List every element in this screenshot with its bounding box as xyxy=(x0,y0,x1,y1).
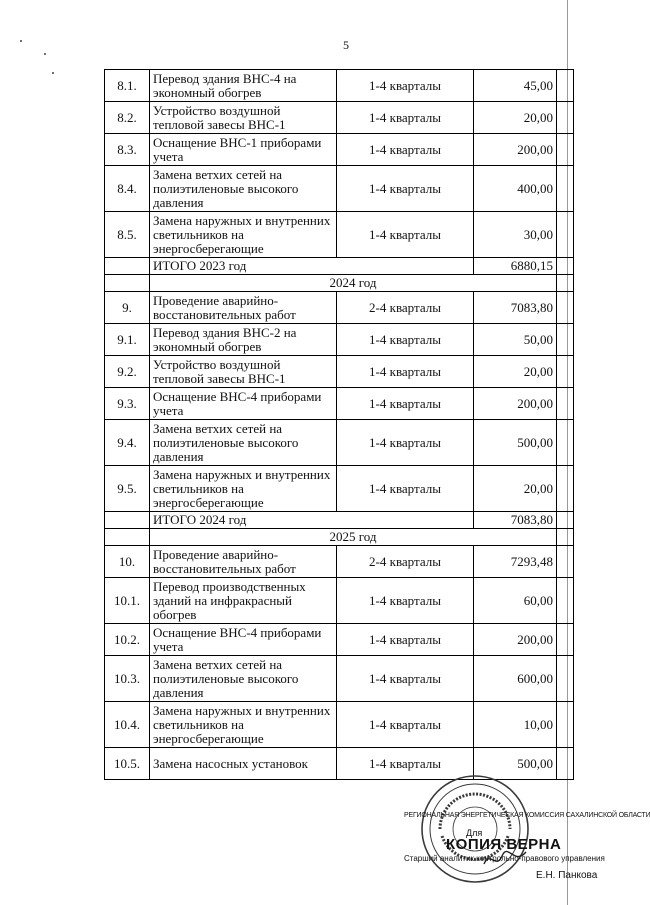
empty-cell xyxy=(105,275,150,292)
table-row xyxy=(105,70,574,102)
empty-cell xyxy=(557,388,574,420)
table-row xyxy=(105,166,574,212)
table-row xyxy=(105,702,574,748)
item-number: 8.3. xyxy=(105,134,150,166)
item-period: 1-4 кварталы xyxy=(337,466,474,512)
item-amount: 20,00 xyxy=(474,466,557,512)
item-number: 9.4. xyxy=(105,420,150,466)
table-row xyxy=(105,134,574,166)
empty-cell xyxy=(557,420,574,466)
table-row xyxy=(105,292,574,324)
empty-cell xyxy=(105,512,150,529)
item-name: Перевод здания ВНС-2 на экономный обогрев xyxy=(150,324,337,356)
total-amount: 6880,15 xyxy=(474,258,557,275)
stamp-organization: РЕГИОНАЛЬНАЯ ЭНЕРГЕТИЧЕСКАЯ КОМИССИЯ САХАЛИНСКОЙ ОБЛАСТИ xyxy=(404,812,650,819)
table-row xyxy=(105,578,574,624)
table-row xyxy=(105,546,574,578)
total-label: ИТОГО 2024 год xyxy=(150,512,474,529)
empty-cell xyxy=(557,324,574,356)
item-name: Оснащение ВНС-4 приборами учета xyxy=(150,624,337,656)
stamp-position: Старший аналитик контрольно-правового управления xyxy=(404,854,605,863)
table-row xyxy=(105,656,574,702)
item-amount: 60,00 xyxy=(474,578,557,624)
empty-cell xyxy=(557,624,574,656)
item-name: Замена ветхих сетей на полиэтиленовые высокого давления xyxy=(150,656,337,702)
item-number: 9.1. xyxy=(105,324,150,356)
item-period: 1-4 кварталы xyxy=(337,388,474,420)
empty-cell xyxy=(557,656,574,702)
empty-cell xyxy=(557,258,574,275)
item-period: 2-4 кварталы xyxy=(337,292,474,324)
empty-cell xyxy=(557,356,574,388)
item-name: Замена наружных и внутренних светильников на энергосберегающие xyxy=(150,702,337,748)
item-amount: 200,00 xyxy=(474,134,557,166)
item-number: 9.5. xyxy=(105,466,150,512)
empty-cell xyxy=(557,275,574,292)
item-amount: 20,00 xyxy=(474,102,557,134)
table-row xyxy=(105,324,574,356)
item-number: 10.4. xyxy=(105,702,150,748)
item-number: 8.5. xyxy=(105,212,150,258)
item-number: 9.3. xyxy=(105,388,150,420)
item-number: 10.1. xyxy=(105,578,150,624)
item-amount: 20,00 xyxy=(474,356,557,388)
empty-cell xyxy=(557,102,574,134)
item-period: 1-4 кварталы xyxy=(337,166,474,212)
item-name: Проведение аварийно-восстановительных работ xyxy=(150,292,337,324)
item-number: 10. xyxy=(105,546,150,578)
table-row xyxy=(105,212,574,258)
item-amount: 600,00 xyxy=(474,656,557,702)
empty-cell xyxy=(105,529,150,546)
item-period: 1-4 кварталы xyxy=(337,578,474,624)
table-row xyxy=(105,388,574,420)
empty-cell xyxy=(557,578,574,624)
item-name: Перевод производственных зданий на инфракрасный обогрев xyxy=(150,578,337,624)
item-number: 8.4. xyxy=(105,166,150,212)
item-number: 10.5. xyxy=(105,748,150,780)
total-row xyxy=(105,258,574,275)
item-amount: 500,00 xyxy=(474,748,557,780)
total-label: ИТОГО 2023 год xyxy=(150,258,474,275)
table-row xyxy=(105,356,574,388)
item-period: 1-4 кварталы xyxy=(337,624,474,656)
item-amount: 30,00 xyxy=(474,212,557,258)
total-row xyxy=(105,512,574,529)
year-heading: 2024 год xyxy=(150,275,557,292)
item-amount: 400,00 xyxy=(474,166,557,212)
item-period: 1-4 кварталы xyxy=(337,102,474,134)
item-number: 10.3. xyxy=(105,656,150,702)
item-name: Оснащение ВНС-1 приборами учета xyxy=(150,134,337,166)
item-name: Замена наружных и внутренних светильников на энергосберегающие xyxy=(150,466,337,512)
item-period: 1-4 кварталы xyxy=(337,656,474,702)
table-row xyxy=(105,102,574,134)
certification-stamp xyxy=(404,808,650,882)
item-period: 2-4 кварталы xyxy=(337,546,474,578)
stamp-name: Е.Н. Панкова xyxy=(536,870,598,881)
item-amount: 10,00 xyxy=(474,702,557,748)
item-period: 1-4 кварталы xyxy=(337,324,474,356)
page-number: 5 xyxy=(343,38,349,52)
year-row xyxy=(105,529,574,546)
item-amount: 7083,80 xyxy=(474,292,557,324)
item-amount: 50,00 xyxy=(474,324,557,356)
item-name: Проведение аварийно-восстановительных работ xyxy=(150,546,337,578)
empty-cell xyxy=(557,512,574,529)
item-name: Оснащение ВНС-4 приборами учета xyxy=(150,388,337,420)
stamp-copy-label: КОПИЯ ВЕРНА xyxy=(446,836,562,853)
empty-cell xyxy=(557,292,574,324)
empty-cell xyxy=(105,258,150,275)
item-name: Перевод здания ВНС-4 на экономный обогрев xyxy=(150,70,337,102)
empty-cell xyxy=(557,546,574,578)
item-amount: 45,00 xyxy=(474,70,557,102)
scan-speck xyxy=(44,53,46,55)
total-amount: 7083,80 xyxy=(474,512,557,529)
item-amount: 200,00 xyxy=(474,388,557,420)
empty-cell xyxy=(557,70,574,102)
empty-cell xyxy=(557,748,574,780)
item-period: 1-4 кварталы xyxy=(337,70,474,102)
item-name: Замена насосных установок xyxy=(150,748,337,780)
item-name: Замена наружных и внутренних светильников на энергосберегающие xyxy=(150,212,337,258)
item-number: 9. xyxy=(105,292,150,324)
item-period: 1-4 кварталы xyxy=(337,420,474,466)
empty-cell xyxy=(557,702,574,748)
item-name: Замена ветхих сетей на полиэтиленовые высокого давления xyxy=(150,166,337,212)
item-amount: 7293,48 xyxy=(474,546,557,578)
item-name: Устройство воздушной тепловой завесы ВНС-1 xyxy=(150,102,337,134)
item-period: 1-4 кварталы xyxy=(337,748,474,780)
item-amount: 500,00 xyxy=(474,420,557,466)
scan-speck xyxy=(20,40,22,42)
empty-cell xyxy=(557,466,574,512)
table-row xyxy=(105,420,574,466)
item-name: Устройство воздушной тепловой завесы ВНС-1 xyxy=(150,356,337,388)
item-number: 8.2. xyxy=(105,102,150,134)
item-period: 1-4 кварталы xyxy=(337,356,474,388)
stamp-for-label: Для xyxy=(466,828,483,838)
item-period: 1-4 кварталы xyxy=(337,212,474,258)
empty-cell xyxy=(557,166,574,212)
plan-table xyxy=(104,69,574,780)
empty-cell xyxy=(557,529,574,546)
year-heading: 2025 год xyxy=(150,529,557,546)
scan-speck xyxy=(52,72,54,74)
item-period: 1-4 кварталы xyxy=(337,702,474,748)
item-name: Замена ветхих сетей на полиэтиленовые высокого давления xyxy=(150,420,337,466)
item-period: 1-4 кварталы xyxy=(337,134,474,166)
table-row xyxy=(105,624,574,656)
table-row xyxy=(105,466,574,512)
item-number: 9.2. xyxy=(105,356,150,388)
item-number: 10.2. xyxy=(105,624,150,656)
item-amount: 200,00 xyxy=(474,624,557,656)
year-row xyxy=(105,275,574,292)
empty-cell xyxy=(557,212,574,258)
empty-cell xyxy=(557,134,574,166)
item-number: 8.1. xyxy=(105,70,150,102)
